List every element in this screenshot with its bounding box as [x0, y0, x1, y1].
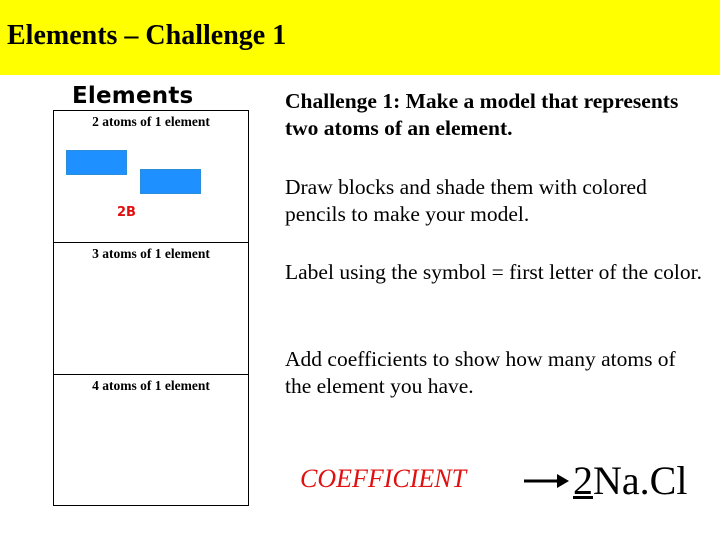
- draw-instruction: Draw blocks and shade them with colored pencils to make your model.: [285, 175, 647, 226]
- model-symbol-label: 2B: [117, 205, 136, 220]
- cell-label: 3 atoms of 1 element: [92, 246, 210, 261]
- arrow-right-icon: [524, 472, 569, 490]
- cell-two-atoms: [54, 111, 248, 243]
- formula-coefficient: 2: [573, 458, 593, 503]
- elements-heading: Elements: [72, 83, 194, 109]
- label-instruction: Label using the symbol = first letter of the color.: [285, 260, 702, 284]
- atom-block: [66, 150, 127, 175]
- cell-three-atoms: [54, 243, 248, 375]
- example-formula: [573, 458, 687, 504]
- elements-model-table: [53, 110, 249, 506]
- slide-title: Elements – Challenge 1: [7, 20, 287, 51]
- challenge-instruction: Challenge 1: Make a model that represents two atoms of an element.: [285, 89, 679, 140]
- coefficient-instruction: Add coefficients to show how many atoms of the element you have.: [285, 347, 676, 398]
- cell-four-atoms: [54, 375, 248, 505]
- formula-compound: Na.Cl: [593, 458, 688, 503]
- title-bar: [0, 0, 720, 75]
- cell-label: 2 atoms of 1 element: [92, 114, 210, 129]
- atom-block: [140, 169, 201, 194]
- coefficient-label: COEFFICIENT: [300, 464, 467, 493]
- cell-label: 4 atoms of 1 element: [92, 378, 210, 393]
